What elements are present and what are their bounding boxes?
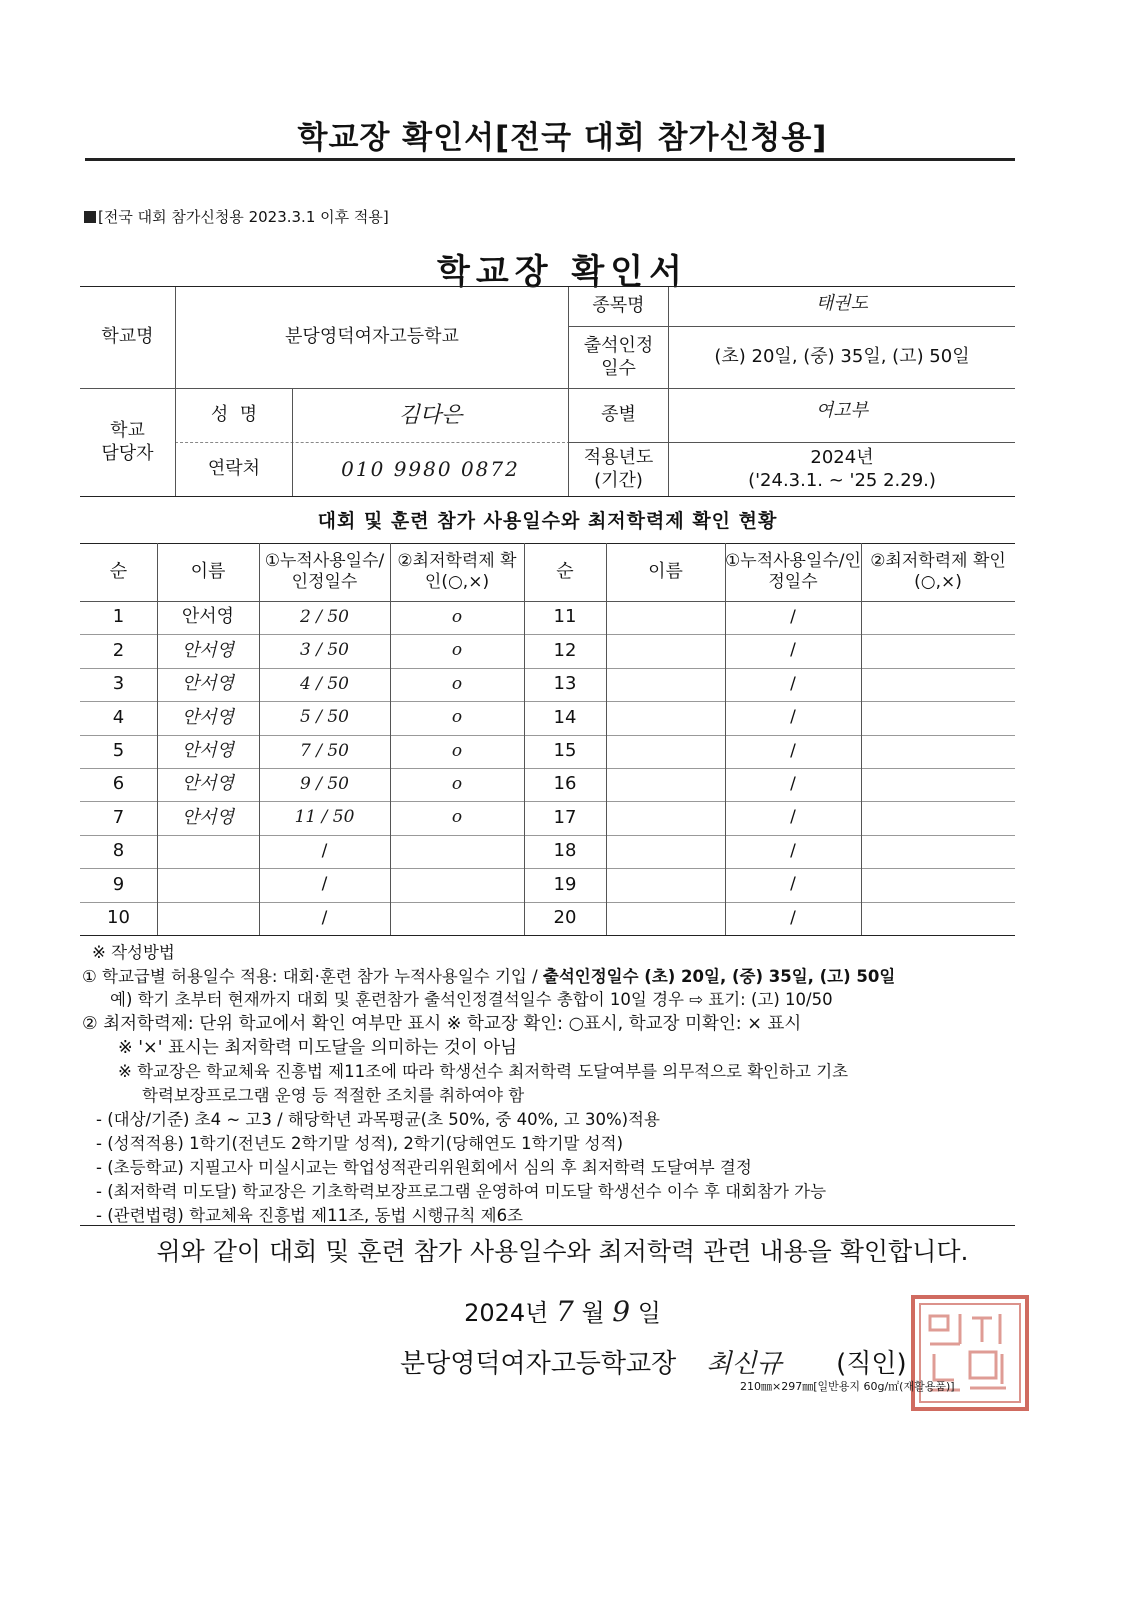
table-cell bbox=[861, 902, 1015, 935]
table-cell bbox=[861, 668, 1015, 701]
note-line-11: - (관련법령) 학교체육 진흥법 제11조, 동법 시행규칙 제6조 bbox=[96, 1206, 523, 1225]
table-cell bbox=[861, 701, 1015, 734]
table-cell: 9 / 50 bbox=[300, 774, 349, 795]
confirm-text: 위와 같이 대회 및 훈련 참가 사용일수와 최저학력 관련 내용을 확인합니다. bbox=[156, 1237, 969, 1266]
table-cell: 안서영 bbox=[181, 773, 235, 795]
table-cell: o bbox=[451, 774, 463, 795]
table-cell: 3 bbox=[112, 673, 125, 695]
sport-label: 종목명 bbox=[592, 295, 645, 317]
sport-value: 태권도 bbox=[815, 293, 869, 315]
table-cell: 9 bbox=[112, 873, 125, 895]
date-month: 7 bbox=[555, 1295, 574, 1328]
note-line-5: ※ 학교장은 학교체육 진흥법 제11조에 따라 학생선수 최저학력 도달여부를 의무적으로 확인하고 기초 bbox=[118, 1062, 849, 1081]
table-cell: 13 bbox=[553, 673, 577, 695]
table-cell: 5 bbox=[112, 740, 125, 762]
table-cell bbox=[861, 601, 1015, 634]
table-cell: o bbox=[451, 673, 463, 694]
table-bottom-rule bbox=[80, 935, 1015, 936]
table-cell bbox=[157, 902, 259, 935]
note-line-1 bbox=[82, 969, 895, 986]
note-1a: ① 학교급별 허용일수 적용: 대회·훈련 참가 누적사용일수 기입 / bbox=[82, 967, 543, 986]
title-rule bbox=[85, 158, 1015, 161]
table-cell bbox=[606, 735, 725, 768]
note-line-7: - (대상/기준) 초4 ~ 고3 / 해당학년 과목평균(초 50%, 중 40%, 고 30%)적용 bbox=[96, 1110, 660, 1129]
table-cell: 3 / 50 bbox=[300, 640, 349, 661]
table-cell: 19 bbox=[553, 873, 577, 895]
date-day-unit: 일 bbox=[637, 1299, 661, 1327]
table-cell: 8 bbox=[112, 840, 125, 862]
main-title: 학교장 확인서[전국 대회 참가신청용] bbox=[297, 120, 828, 156]
table-cell: 안서영 bbox=[181, 706, 235, 728]
table-cell: 10 bbox=[107, 907, 130, 929]
seal-mark: (직인) bbox=[836, 1349, 907, 1379]
info-bottom-rule bbox=[80, 496, 1015, 497]
table-cell: / bbox=[321, 907, 328, 928]
table-cell: 안서영 bbox=[181, 806, 235, 828]
table-cell: / bbox=[321, 874, 328, 895]
table-header-cell: 이름 bbox=[190, 560, 226, 582]
table-cell: 4 / 50 bbox=[300, 673, 349, 694]
attend-value: (초) 20일, (중) 35일, (고) 50일 bbox=[714, 346, 970, 368]
table-cell bbox=[390, 902, 524, 935]
table-cell bbox=[606, 768, 725, 801]
table-cell: 16 bbox=[553, 773, 577, 795]
table-cell: 12 bbox=[553, 639, 577, 661]
table-cell: o bbox=[451, 740, 463, 761]
table-cell: o bbox=[451, 607, 463, 628]
section-title: 대회 및 훈련 참가 사용일수와 최저학력제 확인 현황 bbox=[317, 510, 778, 533]
table-cell bbox=[157, 868, 259, 901]
table-cell bbox=[606, 634, 725, 667]
contact-label: 연락처 bbox=[207, 458, 261, 480]
sub-tag bbox=[84, 206, 389, 227]
table-cell: / bbox=[790, 607, 796, 628]
table-cell: 20 bbox=[553, 907, 577, 929]
table-header-cell: 순 bbox=[556, 560, 574, 582]
attend-label: 출석인정 일수 bbox=[583, 335, 654, 379]
square-bullet-icon bbox=[84, 211, 96, 223]
table-cell bbox=[606, 701, 725, 734]
note-line-2: 예) 학기 초부터 현재까지 대회 및 훈련참가 출석인정결석일수 총합이 10일 경우 ⇨ 표기: (고) 10/50 bbox=[110, 990, 833, 1009]
table-cell: 1 bbox=[112, 606, 125, 628]
table-cell bbox=[606, 668, 725, 701]
year-label: 적용년도 (기간) bbox=[583, 447, 654, 491]
table-cell: 2 / 50 bbox=[300, 607, 349, 628]
table-cell bbox=[606, 801, 725, 834]
table-cell: o bbox=[451, 640, 463, 661]
table-header-cell: ①누적사용일수/인정일수 bbox=[725, 550, 861, 592]
table-cell: 17 bbox=[553, 806, 577, 828]
contact-value: 010 9980 0872 bbox=[341, 457, 520, 481]
table-cell: / bbox=[790, 640, 796, 661]
school-value: 분당영덕여자고등학교 bbox=[285, 326, 459, 348]
date-month-unit: 월 bbox=[581, 1299, 605, 1327]
table-cell bbox=[861, 835, 1015, 868]
table-cell: 안서영 bbox=[181, 639, 235, 661]
year-period: ('24.3.1. ~ '25 2.29.) bbox=[748, 469, 936, 491]
table-header-cell: ②최저학력제 확인(○,×) bbox=[870, 550, 1006, 592]
note-1b: 출석인정일수 (초) 20일, (중) 35일, (고) 50일 bbox=[542, 967, 896, 986]
table-cell: 14 bbox=[553, 706, 577, 728]
category-value: 여고부 bbox=[815, 400, 869, 422]
table-cell bbox=[606, 868, 725, 901]
table-header-cell: ②최저학력제 확인(○,×) bbox=[397, 550, 517, 592]
note-line-8: - (성적적용) 1학기(전년도 2학기말 성적), 2학기(당해연도 1학기말 성적) bbox=[96, 1134, 624, 1153]
table-cell: / bbox=[790, 673, 796, 694]
table-cell: / bbox=[790, 740, 796, 761]
year-cell bbox=[669, 443, 1015, 496]
table-cell bbox=[606, 601, 725, 634]
note-line-10: - (최저학력 미도달) 학교장은 기초학력보장프로그램 운영하여 미도달 학생선수 이수 후 대회참가 가능 bbox=[96, 1182, 827, 1201]
table-cell: 15 bbox=[553, 740, 577, 762]
note-line-6: 학력보장프로그램 운영 등 적절한 조치를 취하여야 함 bbox=[142, 1086, 525, 1105]
school-label: 학교명 bbox=[101, 326, 154, 348]
table-cell: / bbox=[790, 774, 796, 795]
name-label: 성 명 bbox=[210, 404, 258, 426]
sub-tag-text: [전국 대회 참가신청용 2023.3.1 이후 적용] bbox=[98, 208, 389, 226]
table-cell: 11 / 50 bbox=[294, 807, 355, 828]
table-cell bbox=[606, 902, 725, 935]
table-cell: 18 bbox=[553, 840, 577, 862]
table-cell bbox=[861, 735, 1015, 768]
table-cell: o bbox=[451, 807, 463, 828]
table-cell bbox=[157, 835, 259, 868]
notes-title: ※ 작성방법 bbox=[92, 943, 175, 962]
manager-label: 학교 담당자 bbox=[101, 420, 154, 464]
date-day: 9 bbox=[612, 1295, 631, 1328]
table-cell: 2 bbox=[112, 639, 125, 661]
table-cell: / bbox=[790, 707, 796, 728]
table-cell: / bbox=[790, 807, 796, 828]
note-line-4: ※ '×' 표시는 최저학력 미도달을 의미하는 것이 아님 bbox=[118, 1038, 518, 1058]
year-value: 2024년 bbox=[810, 447, 874, 468]
table-cell bbox=[861, 634, 1015, 667]
date-year: 2024년 bbox=[464, 1299, 549, 1327]
table-cell: 안서영 bbox=[181, 673, 235, 695]
table-cell: 6 bbox=[112, 773, 125, 795]
table-cell: 4 bbox=[112, 706, 125, 728]
table-cell: o bbox=[451, 707, 463, 728]
principal-line bbox=[400, 1343, 907, 1380]
table-header-cell: ①누적사용일수/인정일수 bbox=[264, 550, 385, 592]
table-cell bbox=[390, 835, 524, 868]
table-cell: 7 / 50 bbox=[300, 740, 349, 761]
table-cell: 안서영 bbox=[181, 740, 235, 762]
table-header-cell: 순 bbox=[109, 560, 128, 582]
name-value: 김다은 bbox=[398, 402, 463, 428]
table-cell bbox=[606, 835, 725, 868]
note-line-9: - (초등학교) 지필고사 미실시교는 학업성적관리위원회에서 심의 후 최저학력 도달여부 결정 bbox=[96, 1158, 752, 1177]
table-cell: / bbox=[790, 907, 796, 928]
signature: 최신규 bbox=[706, 1349, 782, 1379]
table-cell: 안서영 bbox=[181, 606, 235, 628]
table-cell: 7 bbox=[112, 806, 125, 828]
table-cell bbox=[861, 868, 1015, 901]
official-seal-icon bbox=[910, 1294, 1030, 1412]
table-cell bbox=[861, 768, 1015, 801]
table-cell: / bbox=[790, 874, 796, 895]
doc-title: 학교장 확인서 bbox=[437, 252, 688, 292]
table-cell bbox=[861, 801, 1015, 834]
table-cell: 5 / 50 bbox=[300, 707, 349, 728]
table-cell bbox=[390, 868, 524, 901]
note-line-3: ② 최저학력제: 단위 학교에서 확인 여부만 표시 ※ 학교장 확인: ○표시, 학교장 미확인: × 표시 bbox=[82, 1014, 802, 1034]
table-cell: / bbox=[790, 840, 796, 861]
table-cell: / bbox=[321, 840, 328, 861]
table-header-cell: 이름 bbox=[648, 560, 683, 582]
principal-name: 분당영덕여자고등학교장 bbox=[400, 1349, 677, 1379]
paper-size-note: 210㎜×297㎜[일반용지 60g/㎡(재활용품)] bbox=[740, 1380, 955, 1393]
notes-bottom-rule bbox=[80, 1225, 1015, 1226]
category-label: 종별 bbox=[601, 404, 636, 426]
table-cell: 11 bbox=[553, 606, 577, 628]
